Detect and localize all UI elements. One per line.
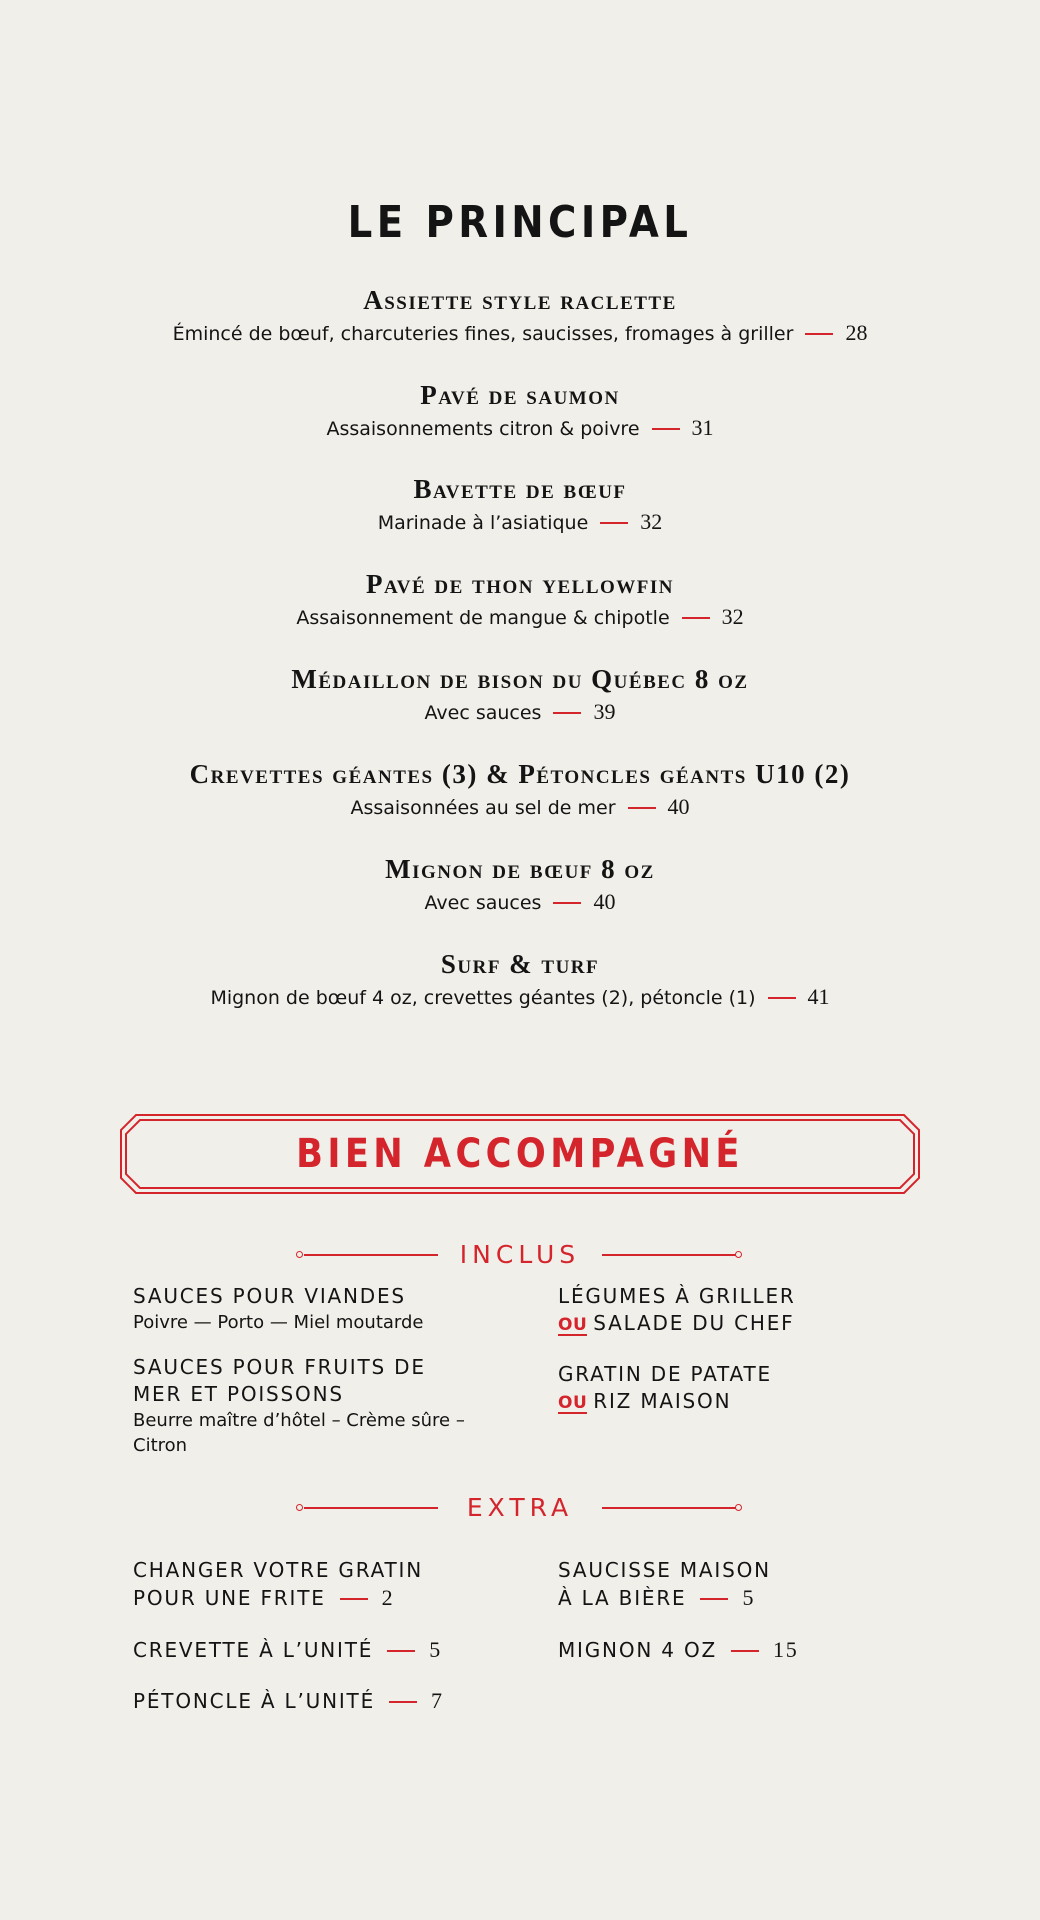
extra-price: 5 (742, 1585, 756, 1610)
section-title-accompagne: BIEN ACCOMPAGNÉ (296, 1131, 744, 1177)
dish-description: Avec sauces (424, 702, 542, 724)
dash-separator (387, 1650, 415, 1652)
subheading-extra (0, 1491, 1040, 1525)
dash-separator (805, 333, 833, 335)
dish-description: Assaisonnement de mangue & chipotle (296, 607, 670, 629)
extra-item (133, 1636, 533, 1664)
dish-price: 28 (845, 320, 868, 345)
dash-separator (731, 1650, 759, 1652)
dish-price: 40 (667, 794, 690, 819)
extra-item (133, 1557, 533, 1612)
dish-name: Médaillon de bison du Québec 8 oz (291, 664, 749, 694)
dash-separator (652, 428, 680, 430)
dish-description-line (0, 793, 1040, 822)
dish-description-line (0, 508, 1040, 537)
side-name: SAUCES POUR FRUITS DE (133, 1355, 426, 1379)
dish-name: Mignon de bœuf 8 oz (385, 854, 655, 884)
dish-name: Crevettes géantes (3) & Pétoncles géants U10 (2) (189, 759, 851, 789)
extra-name-line (558, 1636, 958, 1664)
dish-description: Mignon de bœuf 4 oz, crevettes géantes (2), pétoncle (1) (210, 987, 756, 1009)
dish-name: Pavé de saumon (420, 380, 620, 410)
side-item (133, 1354, 523, 1458)
extra-name: POUR UNE FRITE (133, 1586, 326, 1610)
extra-name: MIGNON 4 OZ (558, 1638, 717, 1662)
or-label: OU (558, 1393, 588, 1413)
dash-separator (682, 617, 710, 619)
menu-item (0, 947, 1040, 1012)
dish-description-line (0, 603, 1040, 632)
dish-price: 40 (593, 889, 616, 914)
dish-description-line (0, 698, 1040, 727)
menu-item (0, 378, 1040, 443)
extra-price: 2 (381, 1585, 395, 1610)
subheading-inclus (0, 1238, 1040, 1272)
extra-item (133, 1687, 533, 1715)
dash-separator (628, 807, 656, 809)
menu-item (0, 472, 1040, 537)
menu-item (0, 852, 1040, 917)
dash-separator (340, 1598, 368, 1600)
section-title-principal: LE PRINCIPAL (347, 197, 693, 248)
dash-separator (389, 1701, 417, 1703)
side-description: Citron (133, 1435, 188, 1456)
side-name: LÉGUMES À GRILLER (558, 1284, 796, 1308)
extra-name: CHANGER VOTRE GRATIN (133, 1558, 424, 1582)
extra-name-line (133, 1687, 533, 1715)
menu-item (0, 283, 1040, 348)
subheading-text: INCLUS (459, 1240, 581, 1269)
side-item (558, 1361, 948, 1415)
extra-name-line (133, 1636, 533, 1664)
extra-item (558, 1557, 958, 1612)
dish-name: Surf & turf (440, 949, 600, 979)
dash-separator (553, 712, 581, 714)
side-description: Beurre maître d’hôtel – Crème sûre – (133, 1410, 465, 1431)
or-label: OU (558, 1315, 588, 1335)
dish-price: 32 (721, 604, 744, 629)
dish-price: 39 (593, 699, 616, 724)
dish-description-line (0, 888, 1040, 917)
dish-description: Émincé de bœuf, charcuteries fines, saucisses, fromages à griller (172, 323, 794, 345)
extra-price: 15 (773, 1637, 799, 1662)
extra-name-line (133, 1584, 533, 1612)
dish-price: 31 (691, 415, 714, 440)
side-name: SAUCES POUR VIANDES (133, 1284, 406, 1308)
dish-description-line (0, 319, 1040, 348)
side-name: SALADE DU CHEF (593, 1311, 795, 1335)
dash-separator (600, 522, 628, 524)
dish-description: Marinade à l’asiatique (377, 512, 589, 534)
side-item (133, 1283, 523, 1335)
side-name: GRATIN DE PATATE (558, 1362, 772, 1386)
dash-separator (768, 997, 796, 999)
extra-name: CREVETTE À L’UNITÉ (133, 1638, 374, 1662)
extra-price: 5 (429, 1637, 442, 1662)
dish-description: Assaisonnements citron & poivre (326, 418, 640, 440)
dish-price: 32 (640, 509, 663, 534)
extra-item (558, 1636, 958, 1664)
subheading-text: EXTRA (466, 1493, 574, 1522)
dish-price: 41 (807, 984, 830, 1009)
dish-name: Pavé de thon yellowfin (366, 569, 674, 599)
menu-item (0, 662, 1040, 727)
dish-description: Assaisonnées au sel de mer (350, 797, 616, 819)
extra-name: PÉTONCLE À L’UNITÉ (133, 1689, 376, 1713)
dish-description-line (0, 414, 1040, 443)
menu-item (0, 757, 1040, 822)
dish-description-line (0, 983, 1040, 1012)
side-item (558, 1283, 948, 1337)
section-banner-accompagne (120, 1114, 920, 1194)
side-name: RIZ MAISON (593, 1389, 732, 1413)
dish-name: Assiette style raclette (363, 285, 677, 315)
extra-price: 7 (431, 1688, 444, 1713)
dish-description: Avec sauces (424, 892, 542, 914)
side-alternative (558, 1310, 948, 1337)
extra-name: SAUCISSE MAISON (558, 1558, 771, 1582)
dash-separator (553, 902, 581, 904)
side-name: MER ET POISSONS (133, 1382, 344, 1406)
dash-separator (700, 1598, 728, 1600)
menu-item (0, 567, 1040, 632)
side-alternative (558, 1388, 948, 1415)
dish-name: Bavette de bœuf (413, 474, 627, 504)
extra-name: À LA BIÈRE (558, 1586, 687, 1610)
side-description: Poivre — Porto — Miel moutarde (133, 1312, 424, 1333)
extra-name-line (558, 1584, 958, 1612)
